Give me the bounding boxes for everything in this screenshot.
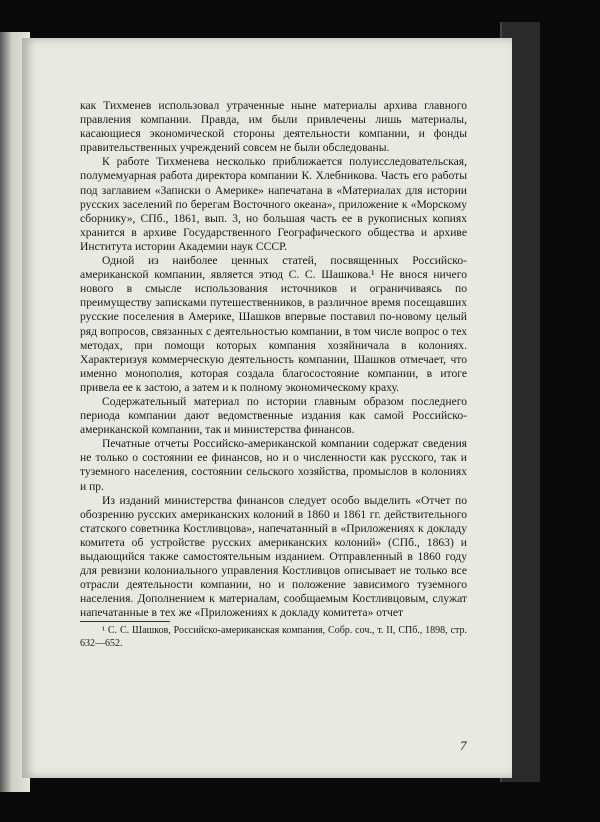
paragraph-1: как Тихменев использовал утраченные ныне материалы архива главного правления компании. Правда, им были привлечены лишь материалы, касающиеся экономической стороны деятельности компании, и фонды правительственных учреждений совсем не были обследованы. <box>80 99 467 155</box>
paragraph-5: Печатные отчеты Российско-американской компании содержат сведения не только о состоянии ее финансов, но и о численности как русского, так и туземного населения, состоянии сельского хозяйства, промыслов в колониях и пр. <box>80 437 467 493</box>
page-text <box>80 99 467 650</box>
footnote-divider <box>80 621 170 622</box>
paragraph-3: Одной из наиболее ценных статей, посвященных Российско-американской компании, является этюд С. С. Шашкова.¹ Не внося ничего нового в смысле использования источников и ограничиваясь по преимуществу записками путешественников, в различное время посещавших русские поселения в Америке, Шашков впервые поставил по-новому целый ряд вопросов, связанных с деятельностью компании, в том числе вопрос о тех методах, при помощи которых компания хозяйничала в колониях. Характеризуя коммерческую деятельность компании, Шашков отмечает, что именно монополия, которая создала благосостояние компании, в итоге привела ее к застою, а затем и к полному экономическому краху. <box>80 254 467 394</box>
paragraph-4: Содержательный материал по истории главным образом последнего периода компании дают ведомственные издания как самой Российско-американской компании, так и министерства финансов. <box>80 394 467 437</box>
footnote: ¹ С. С. Шашков, Российско-американская компания, Собр. соч., т. II, СПб., 1898, стр. 632—652. <box>80 625 467 650</box>
paragraph-6: Из изданий министерства финансов следует особо выделить «Отчет по обозрению русских американских колоний в 1860 и 1861 гг. действительного статского советника Костливцова», напечатанный в «Приложениях к докладу комитета об устройстве русских американских колоний» (СПб., 1863) и выдающийся также самостоятельным изданием. Отправленный в 1860 году для ревизии колониального управления Костливцов описывает не только все отрасли деятельности компании, но и положение зависимого туземного населения. Дополнением к материалам, сообщаемым Костливцовым, служат напечатанные в тех же «Приложениях к докладу комитета» отчет <box>80 493 467 620</box>
paragraph-2: К работе Тихменева несколько приближается полуисследовательская, полумемуарная работа директора компании К. Хлебникова. Часть его работы под заглавием «Записки о Америке» напечатана в «Материалах для истории русских заселений по берегам Восточного океана», приложение к «Морскому сборнику», СПб., 1861, вып. 3, но большая часть ее в рукописных копиях хранится в архиве Государственного Географического общества и архиве Института истории Академии наук СССР. <box>80 155 467 253</box>
page-number: 7 <box>460 738 467 753</box>
